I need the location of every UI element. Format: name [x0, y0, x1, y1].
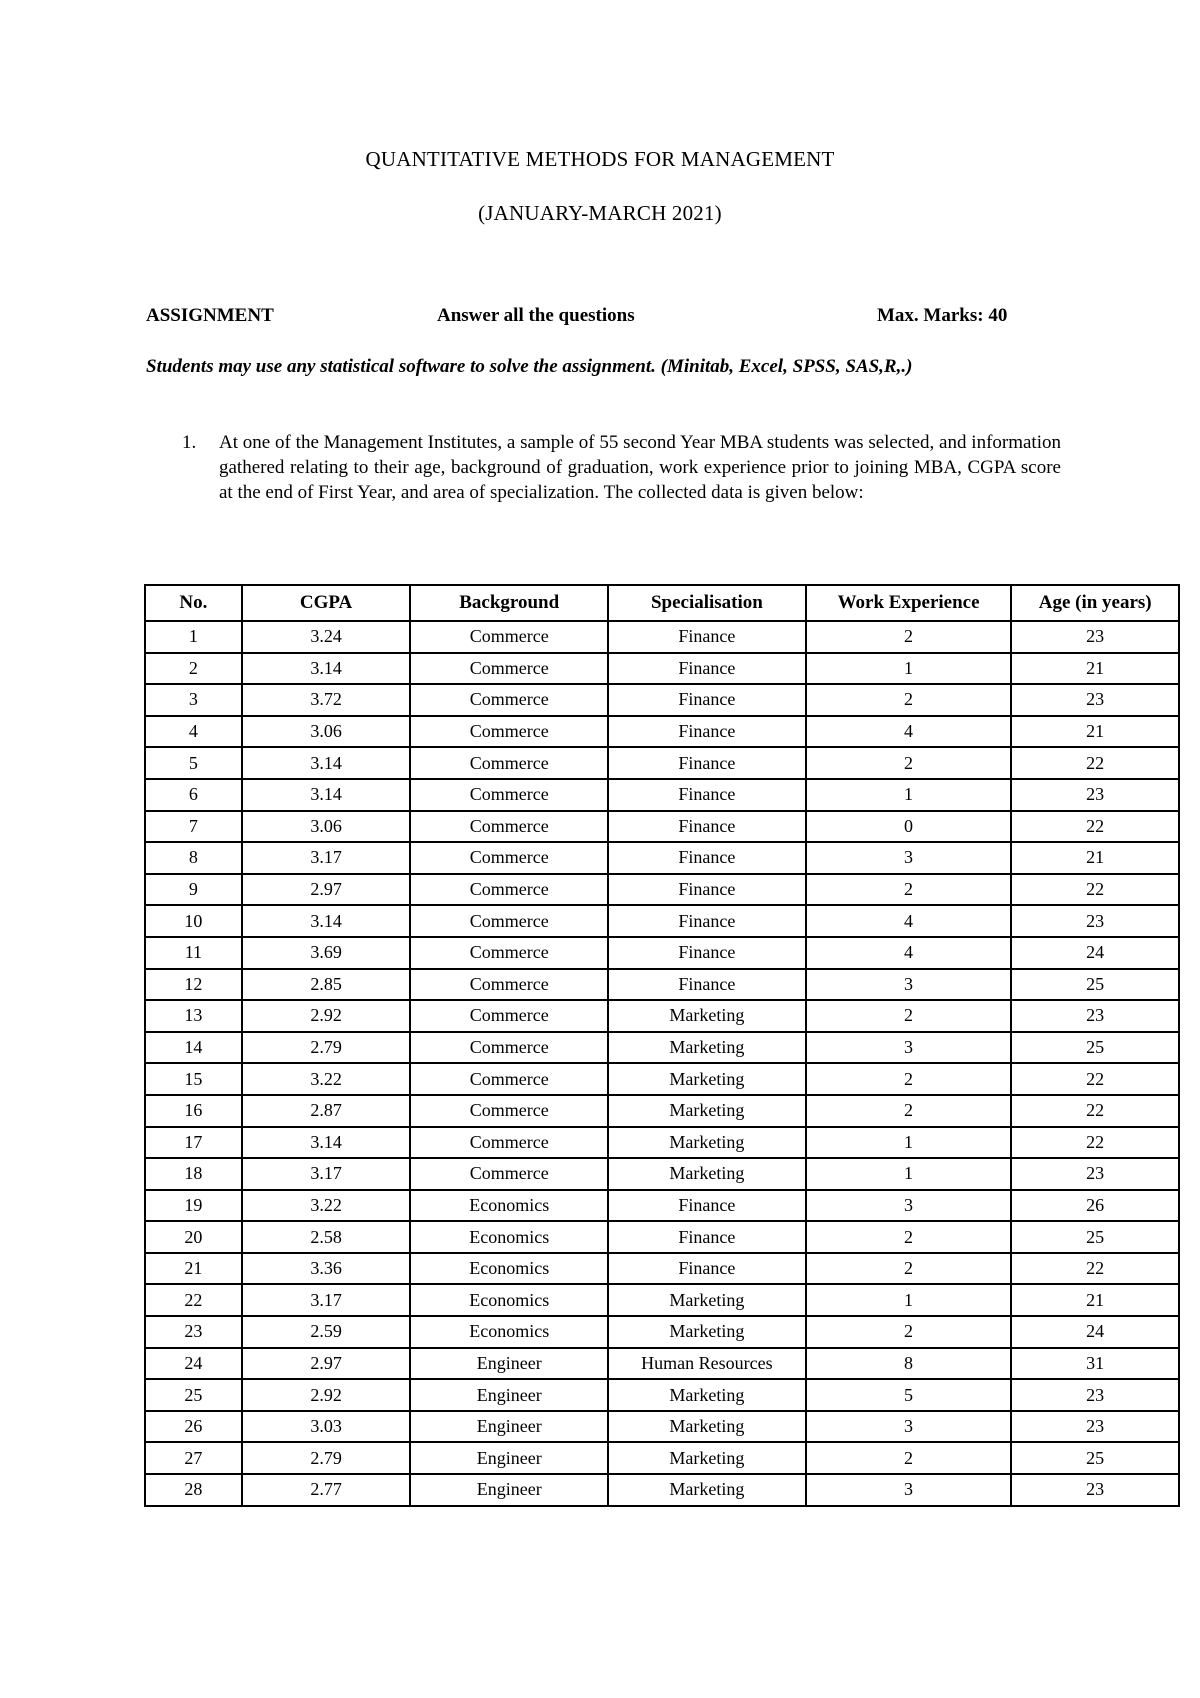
cell-age: 22 [1011, 811, 1179, 843]
cell-cgpa: 2.79 [242, 1442, 411, 1474]
cell-no: 18 [145, 1158, 242, 1190]
cell-age: 22 [1011, 1095, 1179, 1127]
column-header-no: No. [145, 585, 242, 621]
cell-specialisation: Marketing [608, 1158, 806, 1190]
cell-work-experience: 3 [806, 1411, 1012, 1443]
cell-specialisation: Finance [608, 621, 806, 653]
cell-age: 31 [1011, 1348, 1179, 1380]
cell-specialisation: Finance [608, 1190, 806, 1222]
assignment-header [146, 305, 1026, 331]
table-row [145, 1253, 1179, 1285]
cell-background: Engineer [410, 1348, 608, 1380]
cell-no: 20 [145, 1221, 242, 1253]
cell-specialisation: Marketing [608, 1474, 806, 1506]
table-row [145, 842, 1179, 874]
cell-age: 21 [1011, 1284, 1179, 1316]
cell-specialisation: Finance [608, 969, 806, 1001]
cell-no: 25 [145, 1379, 242, 1411]
cell-cgpa: 3.17 [242, 842, 411, 874]
cell-specialisation: Finance [608, 747, 806, 779]
table-row [145, 1063, 1179, 1095]
column-header-work-experience: Work Experience [806, 585, 1012, 621]
cell-no: 4 [145, 716, 242, 748]
cell-specialisation: Finance [608, 716, 806, 748]
cell-no: 23 [145, 1316, 242, 1348]
table-row [145, 1474, 1179, 1506]
cell-cgpa: 3.36 [242, 1253, 411, 1285]
cell-no: 19 [145, 1190, 242, 1222]
cell-age: 21 [1011, 842, 1179, 874]
cell-work-experience: 4 [806, 905, 1012, 937]
cell-specialisation: Finance [608, 1221, 806, 1253]
cell-background: Commerce [410, 1000, 608, 1032]
cell-age: 21 [1011, 716, 1179, 748]
cell-no: 28 [145, 1474, 242, 1506]
table-row [145, 747, 1179, 779]
column-header-cgpa: CGPA [242, 585, 411, 621]
cell-age: 23 [1011, 1158, 1179, 1190]
question-text: At one of the Management Institutes, a sample of 55 second Year MBA students was selected, and information gathered relating to their age, background of graduation, work experience prior to joining MBA, CGPA score at the end of First Year, and area of specialization. The collected data is given below: [219, 432, 1061, 503]
table-row [145, 1411, 1179, 1443]
cell-background: Engineer [410, 1411, 608, 1443]
assignment-instruction: Answer all the questions [437, 305, 635, 326]
cell-background: Commerce [410, 937, 608, 969]
cell-age: 23 [1011, 621, 1179, 653]
cell-cgpa: 3.14 [242, 905, 411, 937]
cell-background: Economics [410, 1316, 608, 1348]
cell-work-experience: 4 [806, 937, 1012, 969]
cell-no: 3 [145, 684, 242, 716]
table-row [145, 969, 1179, 1001]
cell-no: 9 [145, 874, 242, 906]
cell-age: 26 [1011, 1190, 1179, 1222]
cell-cgpa: 3.24 [242, 621, 411, 653]
cell-cgpa: 2.92 [242, 1000, 411, 1032]
table-row [145, 621, 1179, 653]
cell-work-experience: 2 [806, 1063, 1012, 1095]
cell-background: Engineer [410, 1474, 608, 1506]
cell-background: Commerce [410, 874, 608, 906]
cell-background: Engineer [410, 1442, 608, 1474]
cell-age: 23 [1011, 1474, 1179, 1506]
cell-specialisation: Marketing [608, 1127, 806, 1159]
cell-no: 14 [145, 1032, 242, 1064]
cell-specialisation: Finance [608, 1253, 806, 1285]
cell-specialisation: Finance [608, 937, 806, 969]
cell-age: 22 [1011, 874, 1179, 906]
cell-background: Commerce [410, 1063, 608, 1095]
cell-age: 25 [1011, 969, 1179, 1001]
cell-background: Commerce [410, 1127, 608, 1159]
cell-work-experience: 4 [806, 716, 1012, 748]
table-row [145, 1284, 1179, 1316]
cell-age: 22 [1011, 1063, 1179, 1095]
column-header-background: Background [410, 585, 608, 621]
cell-no: 16 [145, 1095, 242, 1127]
cell-specialisation: Finance [608, 653, 806, 685]
cell-work-experience: 2 [806, 874, 1012, 906]
cell-work-experience: 3 [806, 1474, 1012, 1506]
cell-no: 10 [145, 905, 242, 937]
cell-cgpa: 3.06 [242, 811, 411, 843]
document-title: QUANTITATIVE METHODS FOR MANAGEMENT [365, 147, 835, 171]
cell-background: Commerce [410, 842, 608, 874]
cell-cgpa: 3.03 [242, 1411, 411, 1443]
cell-background: Commerce [410, 1158, 608, 1190]
cell-work-experience: 5 [806, 1379, 1012, 1411]
cell-work-experience: 2 [806, 747, 1012, 779]
cell-no: 21 [145, 1253, 242, 1285]
question-number: 1. [182, 432, 197, 453]
software-note: Students may use any statistical software to solve the assignment. (Minitab, Excel, SPSS, SAS,R,.) [146, 356, 913, 377]
cell-cgpa: 3.06 [242, 716, 411, 748]
cell-age: 24 [1011, 937, 1179, 969]
cell-background: Economics [410, 1190, 608, 1222]
assignment-label: ASSIGNMENT [146, 305, 274, 326]
cell-age: 21 [1011, 653, 1179, 685]
cell-work-experience: 0 [806, 811, 1012, 843]
cell-cgpa: 3.22 [242, 1063, 411, 1095]
cell-cgpa: 3.72 [242, 684, 411, 716]
cell-work-experience: 2 [806, 1000, 1012, 1032]
cell-work-experience: 1 [806, 653, 1012, 685]
cell-specialisation: Marketing [608, 1000, 806, 1032]
cell-specialisation: Finance [608, 779, 806, 811]
cell-no: 8 [145, 842, 242, 874]
cell-no: 5 [145, 747, 242, 779]
cell-cgpa: 3.69 [242, 937, 411, 969]
cell-work-experience: 1 [806, 779, 1012, 811]
cell-no: 11 [145, 937, 242, 969]
cell-work-experience: 1 [806, 1158, 1012, 1190]
table-row [145, 1379, 1179, 1411]
table-row [145, 1158, 1179, 1190]
table-body [145, 621, 1179, 1506]
cell-background: Commerce [410, 1095, 608, 1127]
cell-background: Commerce [410, 779, 608, 811]
table-row [145, 1348, 1179, 1380]
cell-cgpa: 2.85 [242, 969, 411, 1001]
cell-work-experience: 3 [806, 1032, 1012, 1064]
table-row [145, 874, 1179, 906]
cell-cgpa: 3.14 [242, 653, 411, 685]
table-row [145, 779, 1179, 811]
cell-cgpa: 3.17 [242, 1284, 411, 1316]
cell-specialisation: Marketing [608, 1316, 806, 1348]
document-subtitle: (JANUARY-MARCH 2021) [478, 201, 722, 225]
table-row [145, 716, 1179, 748]
cell-no: 1 [145, 621, 242, 653]
cell-background: Commerce [410, 969, 608, 1001]
cell-background: Commerce [410, 684, 608, 716]
cell-work-experience: 1 [806, 1127, 1012, 1159]
cell-age: 24 [1011, 1316, 1179, 1348]
cell-age: 23 [1011, 779, 1179, 811]
cell-background: Commerce [410, 716, 608, 748]
cell-no: 13 [145, 1000, 242, 1032]
cell-cgpa: 2.87 [242, 1095, 411, 1127]
cell-no: 6 [145, 779, 242, 811]
cell-work-experience: 3 [806, 842, 1012, 874]
cell-specialisation: Marketing [608, 1411, 806, 1443]
cell-age: 22 [1011, 1253, 1179, 1285]
cell-work-experience: 2 [806, 1221, 1012, 1253]
table-row [145, 905, 1179, 937]
table-row [145, 1221, 1179, 1253]
cell-specialisation: Finance [608, 905, 806, 937]
cell-cgpa: 2.97 [242, 874, 411, 906]
cell-no: 7 [145, 811, 242, 843]
cell-specialisation: Finance [608, 684, 806, 716]
cell-specialisation: Marketing [608, 1063, 806, 1095]
cell-work-experience: 2 [806, 1253, 1012, 1285]
max-marks: Max. Marks: 40 [877, 305, 1008, 326]
cell-work-experience: 2 [806, 684, 1012, 716]
table-row [145, 1316, 1179, 1348]
table-row [145, 1032, 1179, 1064]
cell-cgpa: 2.97 [242, 1348, 411, 1380]
cell-background: Commerce [410, 747, 608, 779]
cell-background: Economics [410, 1221, 608, 1253]
cell-no: 17 [145, 1127, 242, 1159]
cell-cgpa: 3.14 [242, 747, 411, 779]
cell-work-experience: 2 [806, 621, 1012, 653]
cell-work-experience: 2 [806, 1095, 1012, 1127]
cell-specialisation: Marketing [608, 1032, 806, 1064]
cell-age: 23 [1011, 1000, 1179, 1032]
cell-background: Commerce [410, 905, 608, 937]
cell-age: 23 [1011, 905, 1179, 937]
cell-no: 2 [145, 653, 242, 685]
table-header-row [145, 585, 1179, 621]
cell-specialisation: Finance [608, 811, 806, 843]
table-row [145, 1095, 1179, 1127]
table-row [145, 1000, 1179, 1032]
cell-specialisation: Human Resources [608, 1348, 806, 1380]
cell-work-experience: 1 [806, 1284, 1012, 1316]
cell-no: 12 [145, 969, 242, 1001]
cell-age: 25 [1011, 1221, 1179, 1253]
column-header-specialisation: Specialisation [608, 585, 806, 621]
cell-cgpa: 2.59 [242, 1316, 411, 1348]
student-data-table [144, 584, 1180, 1507]
cell-age: 23 [1011, 1411, 1179, 1443]
cell-work-experience: 3 [806, 1190, 1012, 1222]
cell-background: Economics [410, 1284, 608, 1316]
cell-background: Commerce [410, 811, 608, 843]
cell-cgpa: 3.14 [242, 779, 411, 811]
cell-age: 22 [1011, 747, 1179, 779]
cell-no: 27 [145, 1442, 242, 1474]
table-row [145, 937, 1179, 969]
cell-age: 25 [1011, 1032, 1179, 1064]
cell-specialisation: Marketing [608, 1095, 806, 1127]
table-row [145, 653, 1179, 685]
cell-background: Engineer [410, 1379, 608, 1411]
cell-age: 23 [1011, 684, 1179, 716]
table-row [145, 1442, 1179, 1474]
cell-cgpa: 2.92 [242, 1379, 411, 1411]
cell-no: 26 [145, 1411, 242, 1443]
cell-cgpa: 3.17 [242, 1158, 411, 1190]
cell-specialisation: Marketing [608, 1379, 806, 1411]
cell-age: 22 [1011, 1127, 1179, 1159]
table-row [145, 1190, 1179, 1222]
cell-specialisation: Finance [608, 842, 806, 874]
cell-background: Economics [410, 1253, 608, 1285]
cell-work-experience: 2 [806, 1442, 1012, 1474]
cell-background: Commerce [410, 1032, 608, 1064]
cell-age: 25 [1011, 1442, 1179, 1474]
cell-specialisation: Marketing [608, 1442, 806, 1474]
cell-cgpa: 2.79 [242, 1032, 411, 1064]
cell-background: Commerce [410, 653, 608, 685]
cell-specialisation: Finance [608, 874, 806, 906]
cell-specialisation: Marketing [608, 1284, 806, 1316]
cell-work-experience: 2 [806, 1316, 1012, 1348]
column-header-age: Age (in years) [1011, 585, 1179, 621]
table-row [145, 1127, 1179, 1159]
cell-no: 22 [145, 1284, 242, 1316]
cell-age: 23 [1011, 1379, 1179, 1411]
cell-background: Commerce [410, 621, 608, 653]
table-row [145, 811, 1179, 843]
table-row [145, 684, 1179, 716]
cell-cgpa: 2.77 [242, 1474, 411, 1506]
cell-no: 15 [145, 1063, 242, 1095]
cell-work-experience: 8 [806, 1348, 1012, 1380]
cell-work-experience: 3 [806, 969, 1012, 1001]
cell-no: 24 [145, 1348, 242, 1380]
cell-cgpa: 2.58 [242, 1221, 411, 1253]
cell-cgpa: 3.14 [242, 1127, 411, 1159]
cell-cgpa: 3.22 [242, 1190, 411, 1222]
